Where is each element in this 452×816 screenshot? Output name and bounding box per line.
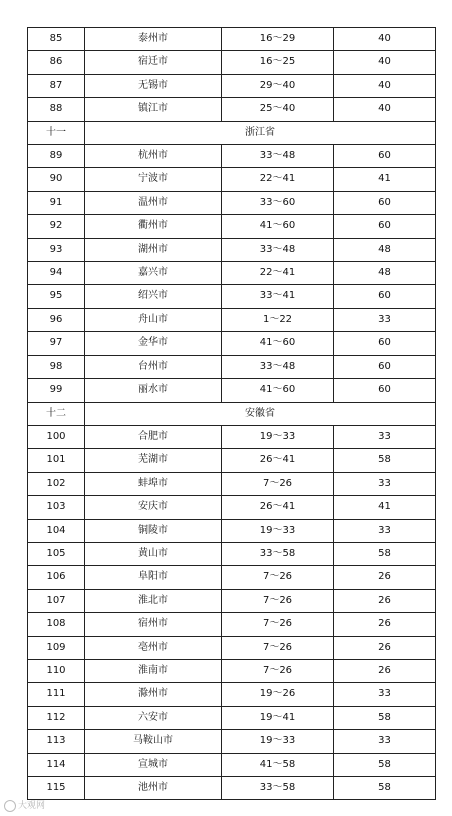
table-row [28,28,436,51]
table-row [28,519,436,542]
value-cell: 58 [334,777,436,800]
city-name: 宣城市 [85,753,222,776]
value-cell: 58 [334,542,436,565]
value-cell: 60 [334,379,436,402]
row-number: 99 [28,379,85,402]
value-range: 33～58 [222,542,334,565]
value-cell: 41 [334,496,436,519]
value-range: 19～41 [222,706,334,729]
city-name: 杭州市 [85,145,222,168]
city-name: 安庆市 [85,496,222,519]
row-number: 105 [28,542,85,565]
value-cell: 60 [334,215,436,238]
city-name: 芜湖市 [85,449,222,472]
table-row [28,730,436,753]
value-cell: 48 [334,238,436,261]
section-number: 十二 [28,402,85,425]
table-row [28,496,436,519]
value-cell: 40 [334,51,436,74]
table-row [28,777,436,800]
table-row [28,472,436,495]
value-range: 7～26 [222,589,334,612]
city-name: 无锡市 [85,74,222,97]
row-number: 109 [28,636,85,659]
city-name: 黄山市 [85,542,222,565]
value-cell: 40 [334,28,436,51]
province-name: 浙江省 [85,121,436,144]
value-cell: 26 [334,566,436,589]
city-name: 铜陵市 [85,519,222,542]
row-number: 110 [28,659,85,682]
city-name: 衢州市 [85,215,222,238]
row-number: 113 [28,730,85,753]
value-cell: 33 [334,472,436,495]
table-row [28,589,436,612]
city-name: 阜阳市 [85,566,222,589]
city-name: 嘉兴市 [85,262,222,285]
row-number: 111 [28,683,85,706]
table-row [28,98,436,121]
city-name: 滁州市 [85,683,222,706]
value-cell: 58 [334,706,436,729]
value-cell: 60 [334,355,436,378]
table-row [28,542,436,565]
city-name: 宁波市 [85,168,222,191]
row-number: 88 [28,98,85,121]
table-row [28,425,436,448]
table-row [28,613,436,636]
value-range: 19～33 [222,730,334,753]
value-range: 7～26 [222,566,334,589]
table-row [28,566,436,589]
city-name: 舟山市 [85,308,222,331]
value-cell: 60 [334,145,436,168]
table-row [28,659,436,682]
city-name: 泰州市 [85,28,222,51]
section-row [28,121,436,144]
city-name: 亳州市 [85,636,222,659]
row-number: 92 [28,215,85,238]
table-row [28,285,436,308]
table-row [28,753,436,776]
value-range: 7～26 [222,613,334,636]
table-row [28,238,436,261]
value-range: 41～60 [222,215,334,238]
table-row [28,262,436,285]
row-number: 86 [28,51,85,74]
city-name: 池州市 [85,777,222,800]
value-range: 41～60 [222,379,334,402]
value-cell: 33 [334,519,436,542]
table-row [28,683,436,706]
value-range: 25～40 [222,98,334,121]
value-cell: 33 [334,308,436,331]
data-table-container [27,27,435,800]
city-name: 温州市 [85,191,222,214]
value-cell: 33 [334,425,436,448]
row-number: 85 [28,28,85,51]
city-data-table [27,27,436,800]
table-row [28,308,436,331]
section-row [28,402,436,425]
row-number: 101 [28,449,85,472]
value-range: 22～41 [222,168,334,191]
section-number: 十一 [28,121,85,144]
value-range: 33～48 [222,238,334,261]
table-row [28,74,436,97]
row-number: 96 [28,308,85,331]
row-number: 104 [28,519,85,542]
value-range: 16～25 [222,51,334,74]
table-row [28,379,436,402]
city-name: 蚌埠市 [85,472,222,495]
value-cell: 33 [334,683,436,706]
row-number: 87 [28,74,85,97]
value-range: 7～26 [222,636,334,659]
value-cell: 33 [334,730,436,753]
table-row [28,449,436,472]
row-number: 95 [28,285,85,308]
value-range: 33～48 [222,355,334,378]
table-row [28,168,436,191]
row-number: 93 [28,238,85,261]
value-range: 33～58 [222,777,334,800]
value-range: 7～26 [222,472,334,495]
value-cell: 40 [334,98,436,121]
value-cell: 58 [334,753,436,776]
value-range: 33～60 [222,191,334,214]
row-number: 108 [28,613,85,636]
value-cell: 60 [334,285,436,308]
row-number: 112 [28,706,85,729]
table-row [28,191,436,214]
value-cell: 40 [334,74,436,97]
row-number: 91 [28,191,85,214]
row-number: 115 [28,777,85,800]
table-row [28,706,436,729]
value-range: 1～22 [222,308,334,331]
row-number: 114 [28,753,85,776]
value-range: 33～48 [222,145,334,168]
city-name: 丽水市 [85,379,222,402]
value-range: 26～41 [222,449,334,472]
value-range: 26～41 [222,496,334,519]
city-name: 宿迁市 [85,51,222,74]
table-row [28,636,436,659]
row-number: 94 [28,262,85,285]
city-name: 湖州市 [85,238,222,261]
value-cell: 48 [334,262,436,285]
city-name: 淮南市 [85,659,222,682]
table-row [28,145,436,168]
value-cell: 41 [334,168,436,191]
value-range: 22～41 [222,262,334,285]
row-number: 106 [28,566,85,589]
table-row [28,355,436,378]
value-range: 19～33 [222,519,334,542]
city-name: 淮北市 [85,589,222,612]
value-range: 41～60 [222,332,334,355]
value-cell: 60 [334,332,436,355]
value-range: 33～41 [222,285,334,308]
value-cell: 26 [334,636,436,659]
value-range: 41～58 [222,753,334,776]
city-name: 宿州市 [85,613,222,636]
value-range: 16～29 [222,28,334,51]
city-name: 绍兴市 [85,285,222,308]
row-number: 100 [28,425,85,448]
city-name: 合肥市 [85,425,222,448]
city-name: 镇江市 [85,98,222,121]
value-range: 7～26 [222,659,334,682]
value-range: 29～40 [222,74,334,97]
watermark [4,798,45,812]
value-cell: 26 [334,659,436,682]
table-body [28,28,436,800]
value-cell: 26 [334,589,436,612]
watermark-text: 大观网 [18,801,46,811]
table-row [28,51,436,74]
value-cell: 58 [334,449,436,472]
value-cell: 26 [334,613,436,636]
city-name: 马鞍山市 [85,730,222,753]
city-name: 六安市 [85,706,222,729]
value-cell: 60 [334,191,436,214]
row-number: 102 [28,472,85,495]
province-name: 安徽省 [85,402,436,425]
value-range: 19～26 [222,683,334,706]
table-row [28,332,436,355]
table-row [28,215,436,238]
row-number: 97 [28,332,85,355]
value-range: 19～33 [222,425,334,448]
row-number: 107 [28,589,85,612]
row-number: 90 [28,168,85,191]
city-name: 金华市 [85,332,222,355]
watermark-logo-icon [4,800,16,812]
city-name: 台州市 [85,355,222,378]
row-number: 89 [28,145,85,168]
row-number: 98 [28,355,85,378]
row-number: 103 [28,496,85,519]
